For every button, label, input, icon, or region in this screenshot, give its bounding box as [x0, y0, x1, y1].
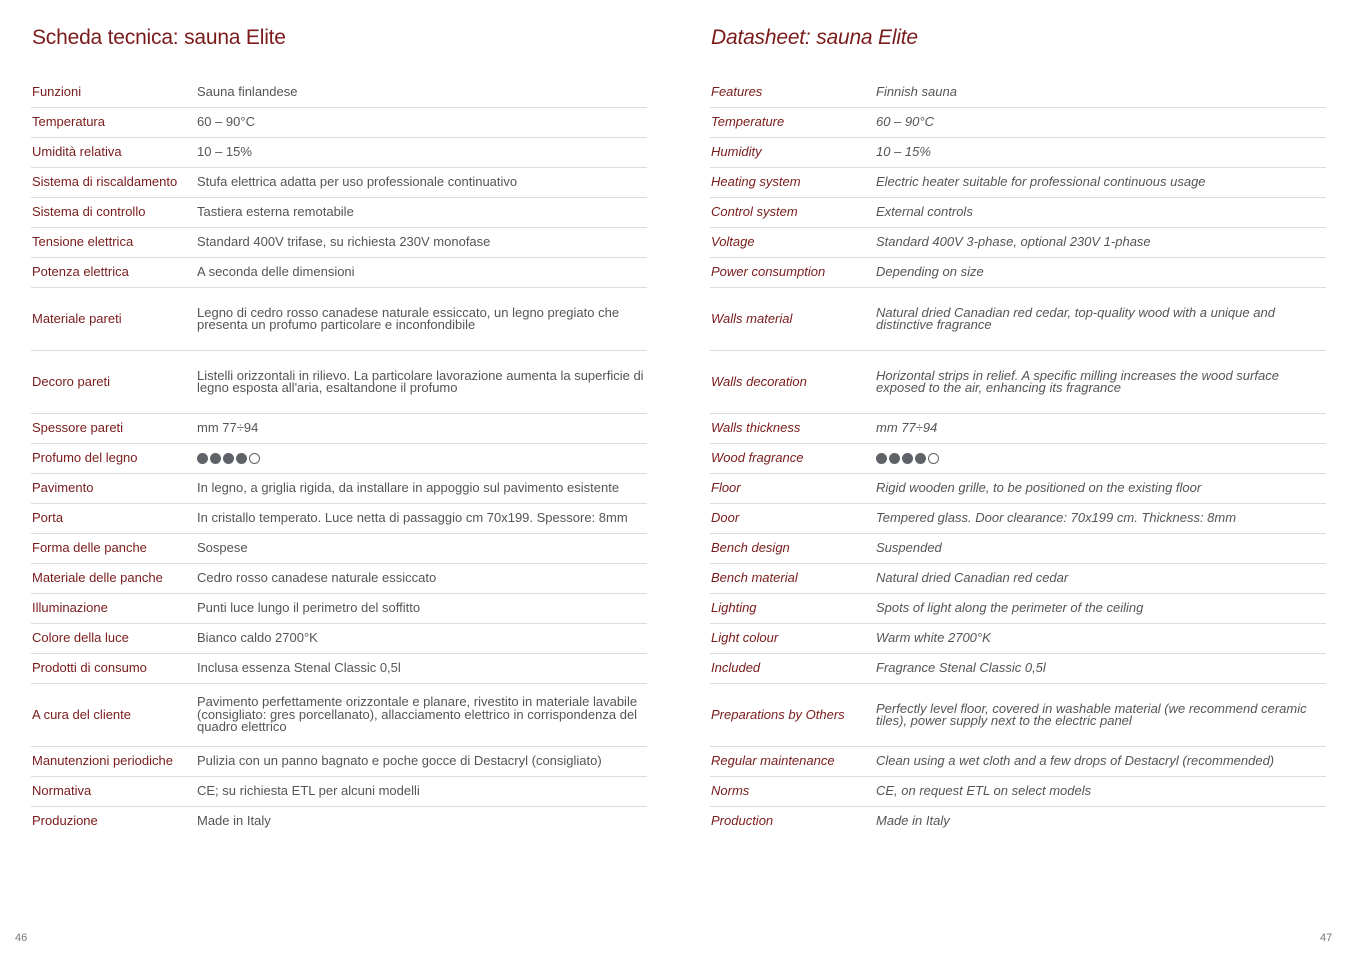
- row-value: Pavimento perfettamente orizzontale e planare, rivestito in materiale lavabile (consigliato: gres porcellanato), allacciamento elettrico in corrispondenza del quadro elettrico: [196, 684, 647, 747]
- table-row: [31, 534, 647, 564]
- row-label: Profumo del legno: [31, 444, 196, 474]
- row-label: A cura del cliente: [31, 684, 196, 747]
- table-row: [31, 78, 647, 108]
- table-row: [710, 777, 1326, 807]
- table-row: [710, 747, 1326, 777]
- row-value: Made in Italy: [197, 813, 271, 829]
- fragrance-rating: [875, 444, 1326, 474]
- row-label: Heating system: [710, 168, 875, 198]
- row-value: mm 77÷94: [875, 414, 1326, 444]
- table-row: [710, 684, 1326, 747]
- row-label: Walls thickness: [710, 414, 875, 444]
- row-label: Decoro pareti: [31, 351, 196, 414]
- row-value: CE; su richiesta ETL per alcuni modelli: [196, 777, 647, 807]
- empty-circle-icon: [249, 453, 260, 464]
- table-row: [710, 198, 1326, 228]
- row-label: Materiale pareti: [31, 288, 196, 351]
- spec-table: [710, 78, 1326, 836]
- row-label: Colore della luce: [31, 624, 196, 654]
- row-label: Normativa: [31, 777, 196, 807]
- row-value: Legno di cedro rosso canadese naturale essiccato, un legno pregiato che presenta un profumo particolare e inconfondibile: [196, 288, 647, 351]
- empty-circle-icon: [928, 453, 939, 464]
- row-value: 10 – 15%: [875, 138, 1326, 168]
- row-value: Natural dried Canadian red cedar, top-quality wood with a unique and distinctive fragrance: [875, 288, 1326, 351]
- table-row: [31, 351, 647, 414]
- table-row: [31, 504, 647, 534]
- filled-circle-icon: [889, 453, 900, 464]
- row-label: Power consumption: [710, 258, 875, 288]
- table-row: [31, 807, 647, 837]
- row-label: Sistema di controllo: [31, 198, 196, 228]
- table-row: [710, 654, 1326, 684]
- table-row: [31, 228, 647, 258]
- row-value: Tastiera esterna remotabile: [196, 198, 647, 228]
- row-label: Included: [710, 654, 875, 684]
- row-value: Stufa elettrica adatta per uso professionale continuativo: [196, 168, 647, 198]
- table-row: [31, 258, 647, 288]
- row-value: In legno, a griglia rigida, da installare in appoggio sul pavimento esistente: [196, 474, 647, 504]
- row-value: Perfectly level floor, covered in washable material (we recommend ceramic tiles), power supply next to the electric panel: [875, 684, 1326, 747]
- row-value: Rigid wooden grille, to be positioned on the existing floor: [875, 474, 1326, 504]
- row-value: External controls: [875, 198, 1326, 228]
- row-label: Production: [711, 813, 774, 829]
- row-value: Standard 400V trifase, su richiesta 230V monofase: [196, 228, 647, 258]
- page-title: Scheda tecnica: sauna Elite: [32, 26, 286, 49]
- row-label: Features: [710, 78, 875, 108]
- row-value: Inclusa essenza Stenal Classic 0,5l: [196, 654, 647, 684]
- row-value: Punti luce lungo il perimetro del soffitto: [196, 594, 647, 624]
- table-row: [31, 564, 647, 594]
- filled-circle-icon: [876, 453, 887, 464]
- table-row: [31, 777, 647, 807]
- row-value: Warm white 2700°K: [875, 624, 1326, 654]
- row-label: Humidity: [710, 138, 875, 168]
- table-row: [31, 108, 647, 138]
- row-label: Control system: [710, 198, 875, 228]
- row-value: Electric heater suitable for professional continuous usage: [875, 168, 1326, 198]
- row-label: Temperature: [710, 108, 875, 138]
- table-row: [710, 414, 1326, 444]
- table-row: [710, 78, 1326, 108]
- table-row: [710, 534, 1326, 564]
- row-label: Norms: [710, 777, 875, 807]
- table-row: [31, 654, 647, 684]
- table-row: [710, 138, 1326, 168]
- row-label: Porta: [31, 504, 196, 534]
- row-value: In cristallo temperato. Luce netta di passaggio cm 70x199. Spessore: 8mm: [196, 504, 647, 534]
- table-row: [31, 198, 647, 228]
- row-value: Listelli orizzontali in rilievo. La particolare lavorazione aumenta la superficie di legno esposta all'aria, esaltandone il profumo: [196, 351, 647, 414]
- row-value: A seconda delle dimensioni: [196, 258, 647, 288]
- table-row: [710, 624, 1326, 654]
- table-row: [710, 807, 1326, 837]
- row-label: Walls material: [710, 288, 875, 351]
- row-label: Umidità relativa: [31, 138, 196, 168]
- row-value: Natural dried Canadian red cedar: [875, 564, 1326, 594]
- row-label: Wood fragrance: [710, 444, 875, 474]
- row-value: Made in Italy: [876, 813, 950, 829]
- row-label: Lighting: [710, 594, 875, 624]
- row-label: Voltage: [710, 228, 875, 258]
- row-value: Clean using a wet cloth and a few drops of Destacryl (recommended): [875, 747, 1326, 777]
- row-label: Bench material: [710, 564, 875, 594]
- row-label: Tensione elettrica: [31, 228, 196, 258]
- row-label: Forma delle panche: [31, 534, 196, 564]
- row-label: Prodotti di consumo: [31, 654, 196, 684]
- row-value: CE, on request ETL on select models: [875, 777, 1326, 807]
- table-row: [31, 444, 647, 474]
- table-row: [31, 594, 647, 624]
- table-row: [31, 288, 647, 351]
- row-value: mm 77÷94: [196, 414, 647, 444]
- filled-circle-icon: [236, 453, 247, 464]
- row-value: Standard 400V 3-phase, optional 230V 1-phase: [875, 228, 1326, 258]
- row-label: Bench design: [710, 534, 875, 564]
- row-value: Sospese: [196, 534, 647, 564]
- page-right: [678, 0, 1356, 959]
- row-label: Spessore pareti: [31, 414, 196, 444]
- table-row: [710, 288, 1326, 351]
- row-value: Pulizia con un panno bagnato e poche gocce di Destacryl (consigliato): [196, 747, 647, 777]
- table-row: [710, 351, 1326, 414]
- row-value: 60 – 90°C: [875, 108, 1326, 138]
- row-label: Manutenzioni periodiche: [31, 747, 196, 777]
- fragrance-rating: [196, 444, 647, 474]
- row-label: Floor: [710, 474, 875, 504]
- row-value: Cedro rosso canadese naturale essiccato: [196, 564, 647, 594]
- filled-circle-icon: [915, 453, 926, 464]
- row-label: Regular maintenance: [710, 747, 875, 777]
- row-value: Fragrance Stenal Classic 0,5l: [875, 654, 1326, 684]
- filled-circle-icon: [223, 453, 234, 464]
- row-value: Spots of light along the perimeter of the ceiling: [875, 594, 1326, 624]
- table-row: [710, 258, 1326, 288]
- row-value: Bianco caldo 2700°K: [196, 624, 647, 654]
- row-label: Temperatura: [31, 108, 196, 138]
- table-row: [31, 138, 647, 168]
- table-row: [710, 504, 1326, 534]
- row-label: Funzioni: [31, 78, 196, 108]
- row-label: Potenza elettrica: [31, 258, 196, 288]
- spec-table: [31, 78, 647, 836]
- row-label: Sistema di riscaldamento: [31, 168, 196, 198]
- row-label: Light colour: [710, 624, 875, 654]
- row-value: Horizontal strips in relief. A specific milling increases the wood surface exposed to the air, enhancing its fragrance: [875, 351, 1326, 414]
- page-title: Datasheet: sauna Elite: [711, 26, 918, 49]
- table-row: [31, 168, 647, 198]
- table-row: [710, 594, 1326, 624]
- row-label: Door: [710, 504, 875, 534]
- row-value: 60 – 90°C: [196, 108, 647, 138]
- row-label: Illuminazione: [31, 594, 196, 624]
- page-number: 47: [1320, 932, 1333, 944]
- row-value: Finnish sauna: [875, 78, 1326, 108]
- table-row: [31, 747, 647, 777]
- table-row: [710, 108, 1326, 138]
- table-row: [710, 444, 1326, 474]
- table-row: [31, 474, 647, 504]
- row-label: Walls decoration: [710, 351, 875, 414]
- row-label: Produzione: [32, 813, 98, 829]
- table-row: [710, 168, 1326, 198]
- page-number: 46: [15, 932, 28, 944]
- filled-circle-icon: [210, 453, 221, 464]
- row-label: Pavimento: [31, 474, 196, 504]
- table-row: [31, 624, 647, 654]
- row-value: 10 – 15%: [196, 138, 647, 168]
- row-value: Suspended: [875, 534, 1326, 564]
- table-row: [710, 564, 1326, 594]
- row-label: Materiale delle panche: [31, 564, 196, 594]
- table-row: [710, 474, 1326, 504]
- filled-circle-icon: [197, 453, 208, 464]
- table-row: [31, 414, 647, 444]
- table-row: [710, 228, 1326, 258]
- row-value: Sauna finlandese: [196, 78, 647, 108]
- rating-dots: [876, 453, 939, 464]
- row-value: Tempered glass. Door clearance: 70x199 cm. Thickness: 8mm: [875, 504, 1326, 534]
- rating-dots: [197, 453, 260, 464]
- row-value: Depending on size: [875, 258, 1326, 288]
- filled-circle-icon: [902, 453, 913, 464]
- table-row: [31, 684, 647, 747]
- row-label: Preparations by Others: [710, 684, 875, 747]
